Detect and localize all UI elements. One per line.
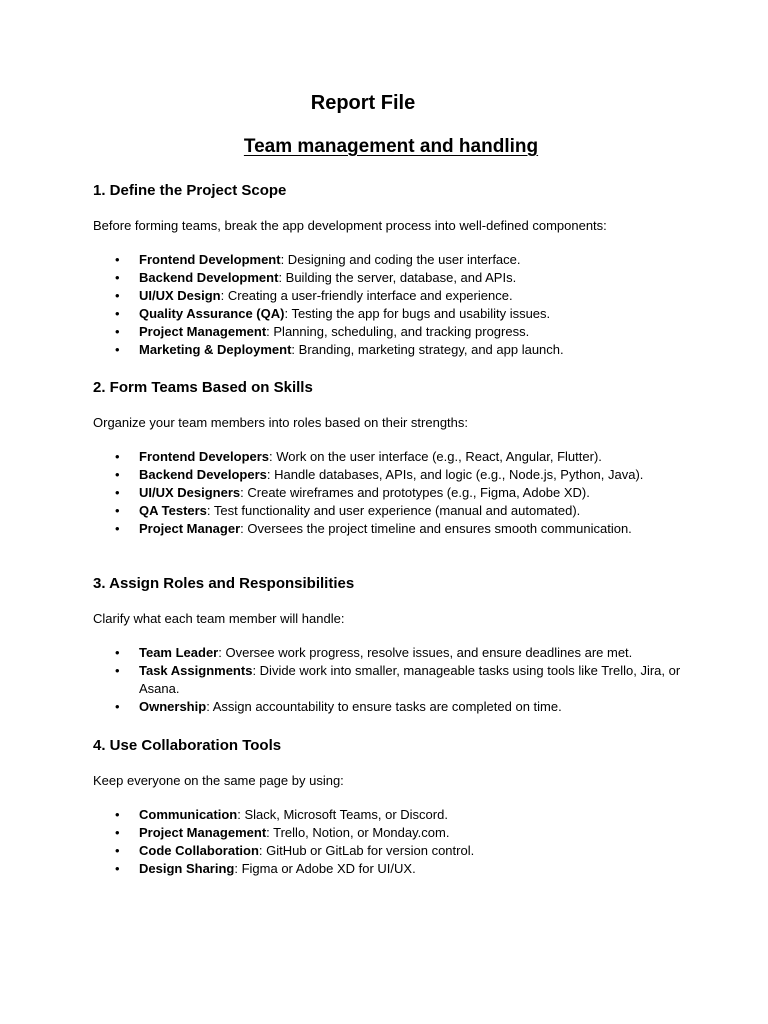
item-text: : Oversee work progress, resolve issues, and ensure deadlines are met. — [218, 645, 633, 660]
bullet-icon: • — [115, 645, 120, 660]
item-text: : Work on the user interface (e.g., React, Angular, Flutter). — [269, 449, 602, 464]
item-term: Code Collaboration — [139, 843, 259, 858]
list-item — [93, 448, 683, 466]
item-text: : Test functionality and user experience (manual and automated). — [206, 503, 581, 518]
item-text: : Planning, scheduling, and tracking progress. — [266, 324, 530, 339]
document-title: Report File — [310, 92, 416, 114]
item-text: : Figma or Adobe XD for UI/UX. — [234, 861, 416, 876]
bullet-icon: • — [115, 503, 120, 518]
bullet-icon: • — [115, 324, 120, 339]
bullet-icon: • — [115, 270, 120, 285]
list-item — [93, 698, 683, 716]
bullet-icon: • — [115, 467, 120, 482]
item-text: : Slack, Microsoft Teams, or Discord. — [237, 807, 448, 822]
list-item — [93, 644, 683, 662]
item-text: : Divide work into smaller, manageable tasks using tools like Trello, Jira, or Asana. — [139, 663, 681, 696]
item-text: : Trello, Notion, or Monday.com. — [266, 825, 450, 840]
section-intro: Clarify what each team member will handle: — [93, 611, 345, 626]
bullet-icon: • — [115, 843, 120, 858]
bullet-icon: • — [115, 485, 120, 500]
item-term: Team Leader — [139, 645, 219, 660]
item-term: Project Management — [139, 324, 267, 339]
item-term: QA Testers — [139, 503, 207, 518]
item-text: : GitHub or GitLab for version control. — [258, 843, 475, 858]
item-text: : Designing and coding the user interface. — [280, 252, 521, 267]
list-item — [93, 305, 683, 323]
list-item — [93, 484, 683, 502]
section-heading: 2. Form Teams Based on Skills — [93, 379, 313, 396]
item-term: Communication — [139, 807, 238, 822]
item-term: Project Management — [139, 825, 267, 840]
item-text: : Testing the app for bugs and usability issues. — [284, 306, 551, 321]
item-text: : Create wireframes and prototypes (e.g., Figma, Adobe XD). — [240, 485, 590, 500]
bullet-icon: • — [115, 521, 120, 536]
bullet-icon: • — [115, 288, 120, 303]
item-term: Task Assignments — [139, 663, 253, 678]
document-subtitle: Team management and handling — [243, 136, 539, 157]
section-heading: 4. Use Collaboration Tools — [93, 737, 282, 754]
item-term: Frontend Development — [139, 252, 281, 267]
section-assign-roles — [93, 574, 693, 716]
list-item — [93, 251, 683, 269]
item-term: Ownership — [139, 699, 207, 714]
bullet-list — [93, 806, 693, 878]
bullet-list — [93, 251, 693, 359]
item-term: UI/UX Designers — [139, 485, 241, 500]
list-item — [93, 502, 683, 520]
section-heading: 3. Assign Roles and Responsibilities — [93, 575, 355, 592]
section-intro: Organize your team members into roles based on their strengths: — [93, 415, 469, 430]
bullet-list — [93, 448, 693, 538]
item-term: Quality Assurance (QA) — [139, 306, 285, 321]
item-term: Design Sharing — [139, 861, 235, 876]
bullet-icon: • — [115, 861, 120, 876]
bullet-icon: • — [115, 663, 120, 678]
item-term: UI/UX Design — [139, 288, 221, 303]
bullet-icon: • — [115, 252, 120, 267]
list-item — [93, 323, 683, 341]
bullet-icon: • — [115, 342, 120, 357]
section-intro: Before forming teams, break the app development process into well-defined components: — [93, 218, 607, 233]
item-text: : Oversees the project timeline and ensures smooth communication. — [240, 521, 632, 536]
bullet-icon: • — [115, 449, 120, 464]
section-form-teams — [93, 378, 693, 538]
list-item — [93, 662, 683, 698]
list-item — [93, 824, 683, 842]
list-item — [93, 287, 683, 305]
list-item — [93, 520, 683, 538]
bullet-icon: • — [115, 699, 120, 714]
section-intro: Keep everyone on the same page by using: — [93, 773, 344, 788]
section-heading: 1. Define the Project Scope — [93, 182, 287, 199]
list-item — [93, 466, 683, 484]
section-collaboration-tools — [93, 736, 693, 878]
list-item — [93, 341, 683, 359]
bullet-icon: • — [115, 825, 120, 840]
section-define-project-scope — [93, 181, 693, 359]
item-text: : Creating a user-friendly interface and experience. — [220, 288, 513, 303]
list-item — [93, 806, 683, 824]
item-text: : Handle databases, APIs, and logic (e.g., Node.js, Python, Java). — [266, 467, 644, 482]
list-item — [93, 842, 683, 860]
item-term: Project Manager — [139, 521, 241, 536]
item-text: : Branding, marketing strategy, and app launch. — [291, 342, 564, 357]
item-text: : Assign accountability to ensure tasks are completed on time. — [206, 699, 562, 714]
bullet-icon: • — [115, 306, 120, 321]
list-item — [93, 860, 683, 878]
bullet-icon: • — [115, 807, 120, 822]
item-term: Backend Developers — [139, 467, 267, 482]
item-text: : Building the server, database, and APIs. — [278, 270, 517, 285]
item-term: Frontend Developers — [139, 449, 270, 464]
item-term: Marketing & Deployment — [139, 342, 292, 357]
list-item — [93, 269, 683, 287]
bullet-list — [93, 644, 693, 716]
item-term: Backend Development — [139, 270, 279, 285]
